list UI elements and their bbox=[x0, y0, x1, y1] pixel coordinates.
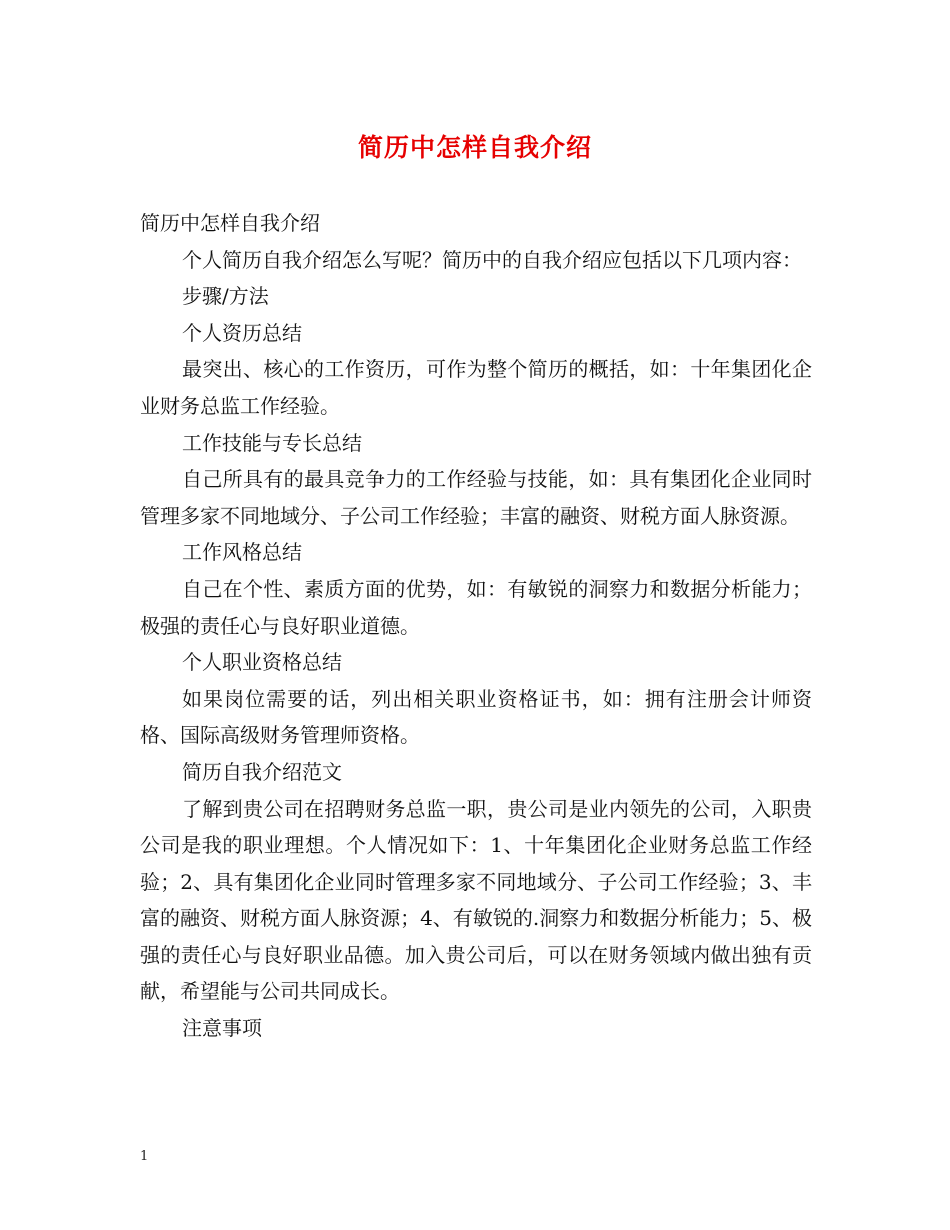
steps-heading: 步骤/方法 bbox=[182, 284, 269, 309]
intro-paragraph: 个人简历自我介绍怎么写呢？简历中的自我介绍应包括以下几项内容： bbox=[182, 247, 802, 272]
section-heading-style: 工作风格总结 bbox=[182, 540, 302, 565]
section-heading-experience: 个人资历总结 bbox=[182, 320, 302, 345]
section-heading-notes: 注意事项 bbox=[182, 1016, 262, 1041]
qualification-paragraph: 如果岗位需要的话，列出相关职业资格证书，如：拥有注册会计师资格、国际高级财务管理师资格。 bbox=[140, 686, 812, 748]
style-paragraph: 自己在个性、素质方面的优势，如：有敏锐的洞察力和数据分析能力；极强的责任心与良好职业道德。 bbox=[140, 576, 812, 638]
section-heading-sample: 简历自我介绍范文 bbox=[182, 759, 342, 784]
section-heading-skills: 工作技能与专长总结 bbox=[182, 430, 362, 455]
page-number: 1 bbox=[140, 1149, 149, 1164]
document-body bbox=[140, 205, 812, 1047]
document-title: 简历中怎样自我介绍 bbox=[357, 133, 592, 162]
body-heading: 简历中怎样自我介绍 bbox=[140, 211, 320, 235]
sample-paragraph: 了解到贵公司在招聘财务总监一职，贵公司是业内领先的公司，入职贵公司是我的职业理想。个人情况如下：1、十年集团化企业财务总监工作经验；2、具有集团化企业同时管理多家不同地域分、子公司工作经验；3、丰富的融资、财税方面人脉资源；4、有敏锐的.洞察力和数据分析能力；5、极强的责任心与良好职业品德。加入贵公司后，可以在财务领域内做出独有贡献，希望能与公司共同成长。 bbox=[140, 796, 812, 1004]
section-heading-qualification: 个人职业资格总结 bbox=[182, 650, 342, 675]
experience-paragraph: 最突出、核心的工作资历，可作为整个简历的概括，如：十年集团化企业财务总监工作经验。 bbox=[140, 357, 812, 418]
skills-paragraph: 自己所具有的最具竞争力的工作经验与技能，如：具有集团化企业同时管理多家不同地域分、子公司工作经验；丰富的融资、财税方面人脉资源。 bbox=[140, 467, 812, 528]
